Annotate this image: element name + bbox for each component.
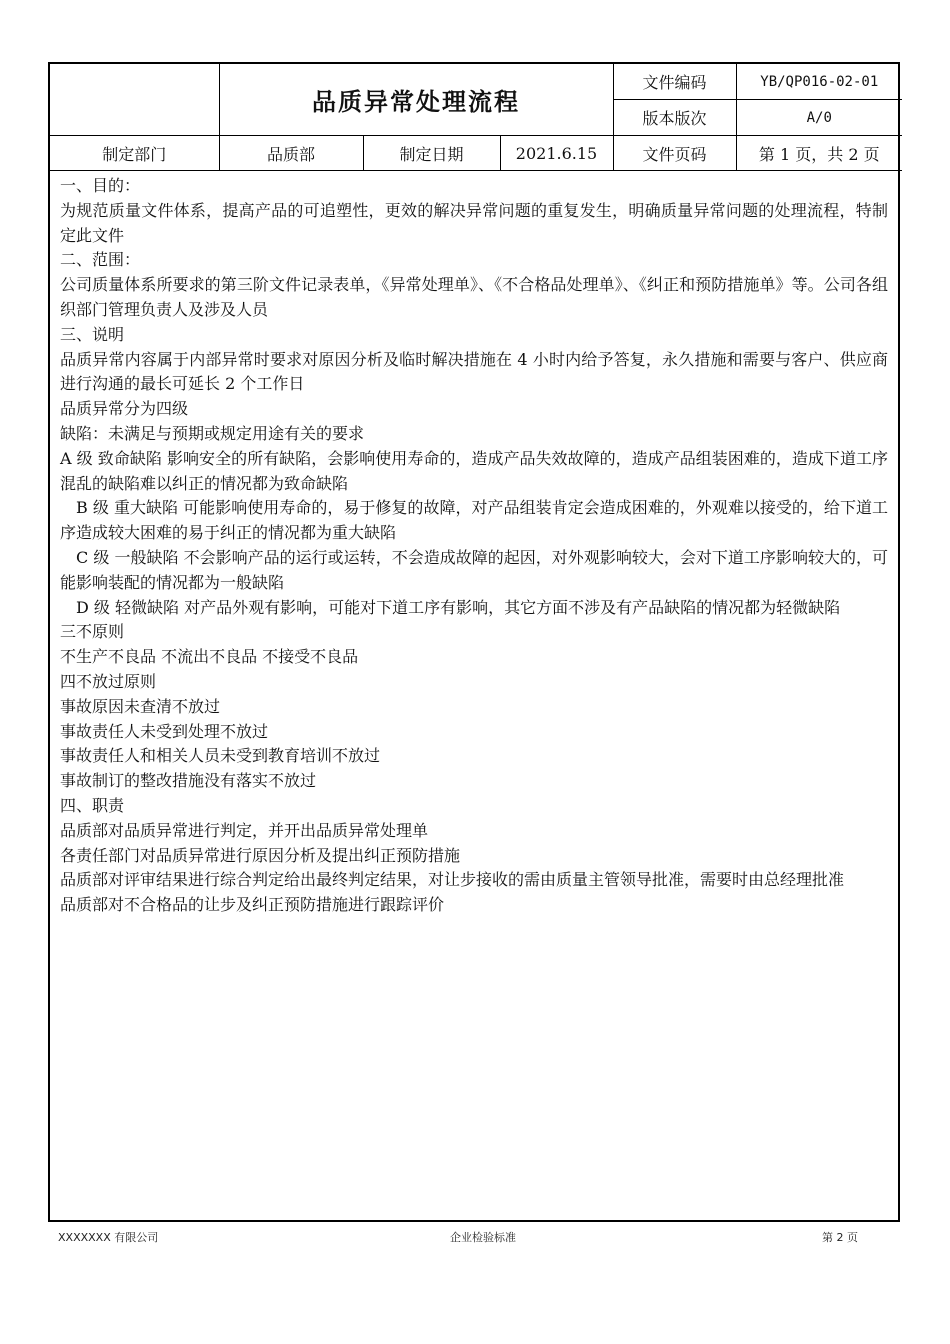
page-value: 第 1 页，共 2 页 (736, 136, 902, 171)
section-heading: 四不放过原则 (60, 671, 157, 691)
date-value: 2021.6.15 (500, 136, 613, 171)
header-table (50, 64, 902, 171)
document-body (60, 174, 888, 1220)
date-label: 制定日期 (363, 136, 500, 171)
footer-page: 第 2 页 (822, 1231, 858, 1244)
paragraph: 品质异常分为四级 (60, 399, 189, 419)
page-label: 文件页码 (613, 136, 736, 171)
section-heading: 三不原则 (60, 622, 125, 642)
document-title: 品质异常处理流程 (219, 64, 613, 136)
section-heading: 四、职责 (60, 795, 125, 815)
paragraph: 事故责任人未受到处理不放过 (60, 721, 269, 741)
section-heading: 一、目的： (60, 176, 141, 195)
paragraph: 各责任部门对品质异常进行原因分析及提出纠正预防措施 (60, 845, 461, 865)
paragraph: 为规范质量文件体系，提高产品的可追塑性，更效的解决异常问题的重复发生，明确质量异常问题的处理流程，特制定此文件 (60, 200, 888, 245)
footer-company: XXXXXXX 有限公司 (58, 1231, 159, 1244)
paragraph: 品质异常内容属于内部异常时要求对原因分析及临时解决措施在 4 小时内给予答复，永久措施和需要与客户、供应商进行沟通的最长可延长 2 个工作日 (60, 349, 888, 394)
paragraph: 事故责任人和相关人员未受到教育培训不放过 (60, 746, 381, 766)
defect-level-d: D 级 轻微缺陷 对产品外观有影响，可能对下道工序有影响，其它方面不涉及有产品缺陷的情况都为轻微缺陷 (76, 597, 841, 617)
section-heading: 三、说明 (60, 324, 125, 344)
defect-level-b: B 级 重大缺陷 可能影响使用寿命的，易于修复的故障，对产品组装肯定会造成困难的，外观难以接受的，给下道工序造成较大困难的易于纠正的情况都为重大缺陷 (60, 498, 888, 543)
document-frame (48, 62, 900, 1222)
doc-no-label: 文件编码 (613, 64, 736, 100)
paragraph: 事故制订的整改措施没有落实不放过 (60, 771, 317, 791)
paragraph: 缺陷：未满足与预期或规定用途有关的要求 (60, 423, 365, 443)
defect-level-c: C 级 一般缺陷 不会影响产品的运行或运转，不会造成故障的起因，对外观影响较大，会对下道工序影响较大的，可能影响装配的情况都为一般缺陷 (60, 547, 888, 592)
paragraph: 事故原因未查清不放过 (60, 696, 221, 716)
footer-center: 企业检验标准 (450, 1231, 516, 1244)
logo-cell (50, 64, 219, 136)
defect-level-a: A 级 致命缺陷 影响安全的所有缺陷，会影响使用寿命的，造成产品失效故障的，造成产品组装困难的，造成下道工序混乱的缺陷难以纠正的情况都为致命缺陷 (60, 448, 888, 493)
paragraph: 品质部对评审结果进行综合判定给出最终判定结果，对让步接收的需由质量主管领导批准，需要时由总经理批准 (60, 870, 845, 890)
section-heading: 二、范围： (60, 250, 141, 270)
paragraph: 公司质量体系所要求的第三阶文件记录表单，《异常处理单》、《不合格品处理单》、《纠正和预防措施单》等。公司各组织部门管理负责人及涉及人员 (60, 275, 888, 319)
version-label: 版本版次 (613, 100, 736, 136)
paragraph: 不生产不良品 不流出不良品 不接受不良品 (60, 647, 359, 667)
doc-no-value: YB/QP016-02-01 (736, 64, 902, 100)
version-value: A/0 (736, 100, 902, 136)
page-footer (58, 1229, 858, 1247)
paragraph: 品质部对品质异常进行判定，并开出品质异常处理单 (60, 820, 429, 840)
dept-value: 品质部 (219, 136, 363, 171)
dept-label: 制定部门 (50, 136, 219, 171)
paragraph: 品质部对不合格品的让步及纠正预防措施进行跟踪评价 (60, 895, 445, 915)
